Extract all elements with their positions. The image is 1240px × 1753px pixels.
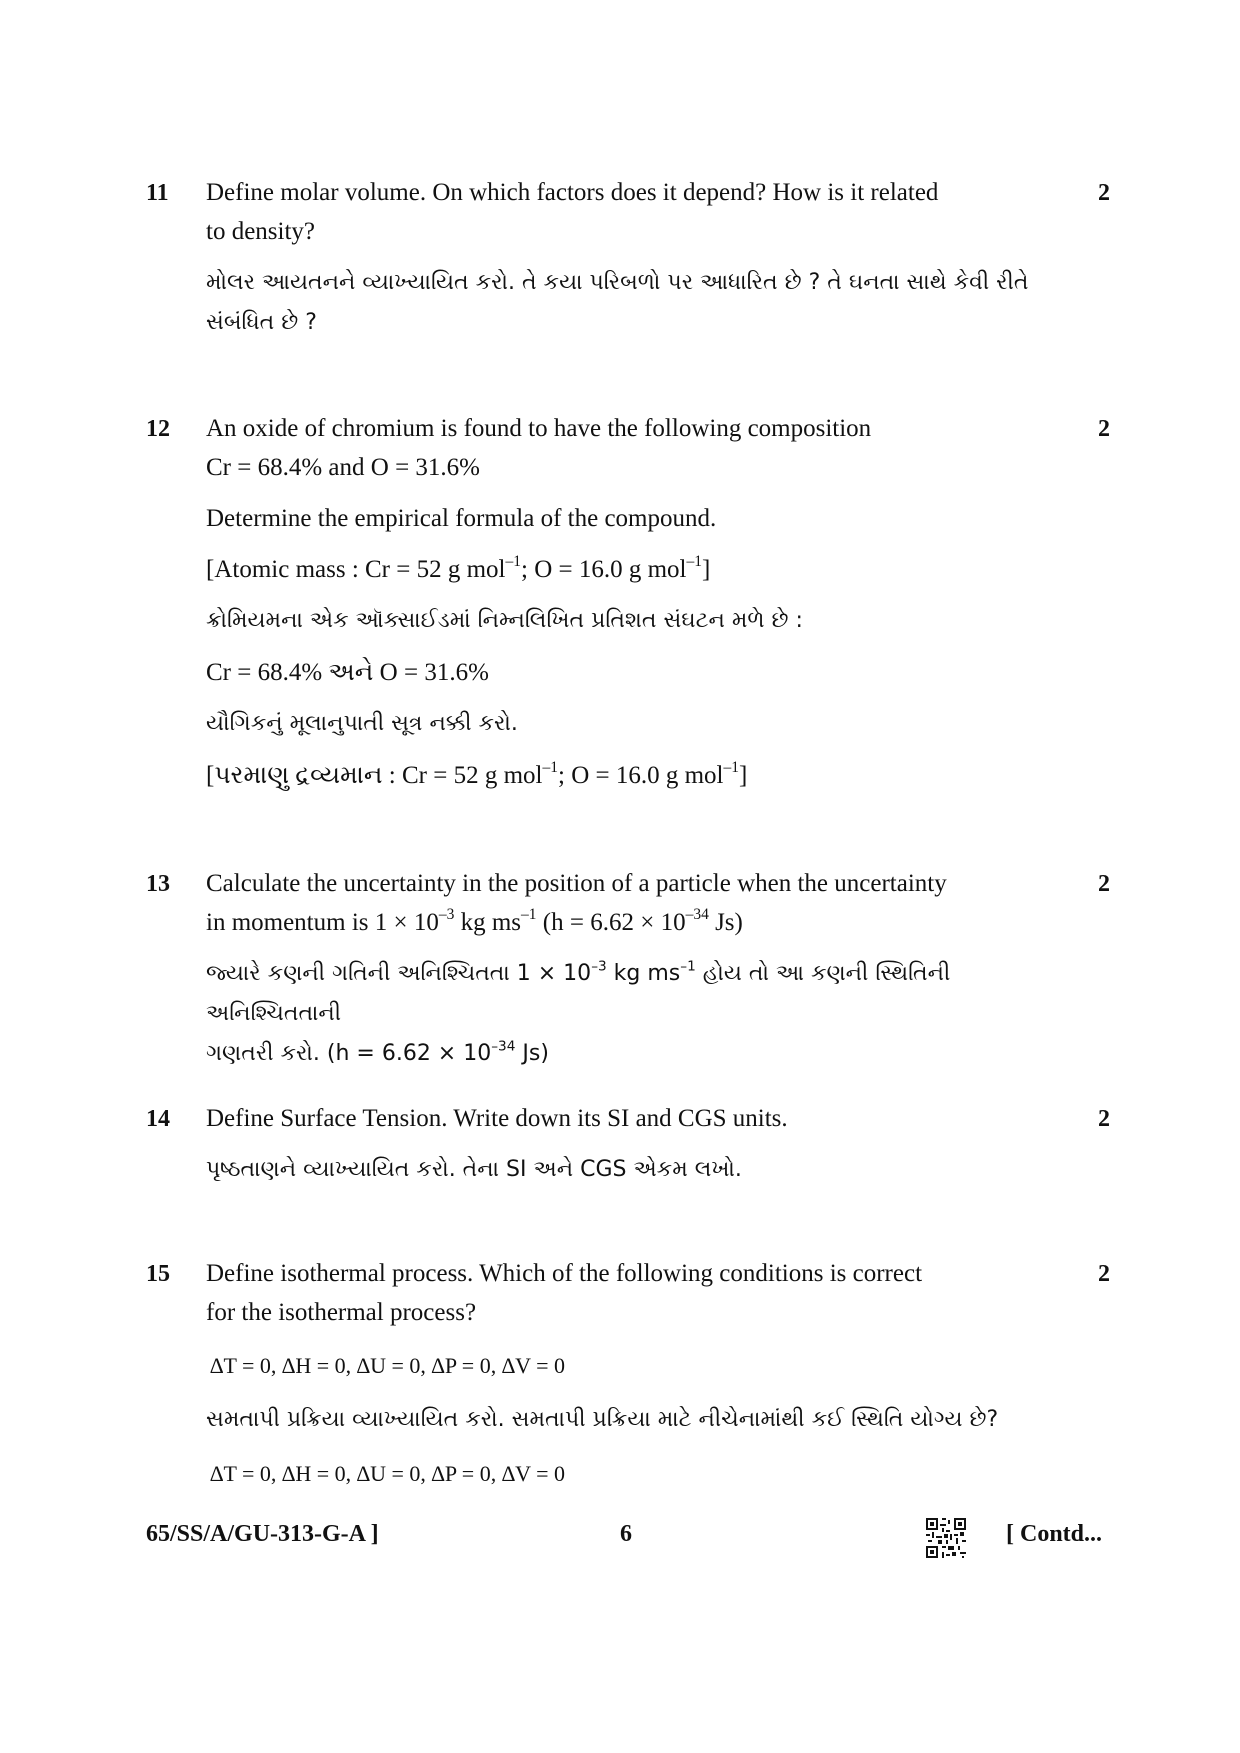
- question-text-gu: સમતાપી પ્રક્રિયા વ્યાખ્યાયિત કરો. સમતાપી પ્રક્રિયા માટે નીચેનામાંથી કઈ સ્થિતિ યોગ્ય છે?: [206, 1407, 999, 1432]
- question-marks: 2: [1098, 180, 1110, 206]
- question-text-gu: ક્રોમિયમના એક ઑક્સાઈડમાં નિમ્નલિખિત પ્રતિશત સંઘટન મળે છે :: [206, 608, 803, 633]
- question-text-en: to density?: [206, 218, 316, 245]
- question-text-gu: જ્યારે કણની ગતિની અનિશ્ચિતતા $1 \times 10^{-3}$ kg $ms^{-1}$ હોય તો આ કણની સ્થિતિની અનિશ્ચિતતાની: [206, 958, 951, 1026]
- question-text-gu: સંબંધિત છે ?: [206, 310, 317, 335]
- question-instruction-gu: યૌગિકનું મૂલાનુપાતી સૂત્ર નક્કી કરો.: [206, 711, 518, 736]
- question-text-gu: પૃષ્ઠતાણને વ્યાખ્યાયિત કરો. તેના SI અને CGS એકમ લખો.: [206, 1157, 742, 1182]
- atomic-mass-gu: [પરમાણુ દ્રવ્યમાન : Cr = 52 g mol$^{-1}$; O = 16.0 g mol$^{-1}$]: [206, 759, 748, 789]
- question-marks: 2: [1098, 416, 1110, 442]
- question-body: [206, 173, 1062, 343]
- question-text-en: Define molar volume. On which factors does it depend? How is it related: [206, 179, 939, 206]
- conditions-gu: ∆T = 0, ∆H = 0, ∆U = 0, ∆P = 0, ∆V = 0: [210, 1461, 566, 1486]
- question-text-gu: ગણતરી કરો. ($h = 6.62 \times 10^{-34}$ Js): [206, 1038, 549, 1066]
- question-text-en: Define isothermal process. Which of the following conditions is correct: [206, 1260, 923, 1287]
- composition-gu: Cr = 68.4% અને O = 31.6%: [206, 659, 489, 686]
- question-text-en: for the isothermal process?: [206, 1299, 477, 1326]
- question-marks: 2: [1098, 1261, 1110, 1287]
- question-text-en: An oxide of chromium is found to have the following composition: [206, 415, 872, 442]
- page-number: 6: [620, 1521, 632, 1547]
- question-number: 15: [146, 1261, 170, 1287]
- question-body: [206, 1099, 1062, 1190]
- question-marks: 2: [1098, 871, 1110, 897]
- question-number: 11: [146, 180, 169, 206]
- page-footer: [0, 1514, 1240, 1554]
- qr-code-icon: [926, 1518, 966, 1558]
- paper-code: 65/SS/A/GU-313-G-A ]: [146, 1521, 379, 1547]
- question-text-en: in momentum is $1 \times 10^{-3}$ kg $ms^{-1}$ ($h = 6.62 \times 10^{-34}$ Js): [206, 906, 743, 936]
- question-text-en: Define Surface Tension. Write down its SI and CGS units.: [206, 1105, 788, 1132]
- question-body: [206, 1254, 1062, 1494]
- question-text-en: Calculate the uncertainty in the position of a particle when the uncertainty: [206, 870, 947, 897]
- question-body: [206, 409, 1062, 795]
- question-number: 14: [146, 1106, 170, 1132]
- question-marks: 2: [1098, 1106, 1110, 1132]
- question-instruction-en: Determine the empirical formula of the compound.: [206, 505, 717, 532]
- question-text-gu: મોલર આયતનને વ્યાખ્યાયિત કરો. તે કયા પરિબળો પર આધારિત છે ? તે ઘનતા સાથે કેવી રીતે: [206, 270, 1029, 295]
- question-number: 13: [146, 871, 170, 897]
- continued-label: [ Contd...: [1006, 1521, 1103, 1547]
- question-body: [206, 864, 1062, 1074]
- composition-en: Cr = 68.4% and O = 31.6%: [206, 454, 480, 481]
- conditions-en: ∆T = 0, ∆H = 0, ∆U = 0, ∆P = 0, ∆V = 0: [210, 1353, 566, 1378]
- question-number: 12: [146, 416, 170, 442]
- atomic-mass-en: [Atomic mass : Cr = 52 g mol$^{-1}$; O = 16.0 g mol$^{-1}$]: [206, 553, 711, 583]
